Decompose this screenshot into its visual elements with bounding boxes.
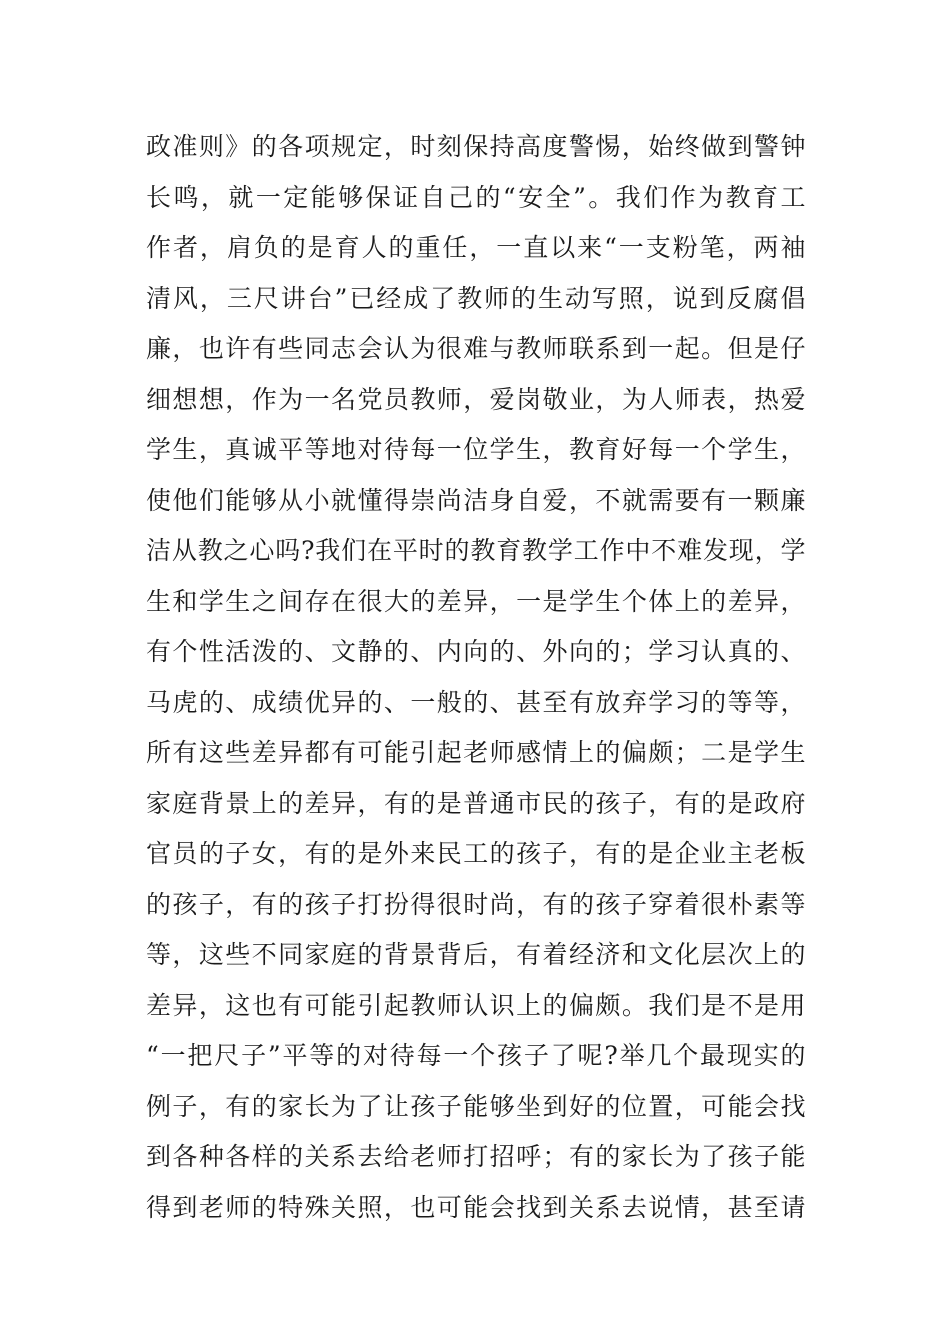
text-line: 马虎的、成绩优异的、一般的、甚至有放弃学习的等等， — [146, 687, 806, 717]
text-line: 清风，三尺讲台”已经成了教师的生动写照，说到反腐倡 — [146, 283, 806, 313]
text-line: 到各种各样的关系去给老师打招呼；有的家长为了孩子能 — [146, 1142, 806, 1171]
text-line: 例子，有的家长为了让孩子能够坐到好的位置，可能会找 — [146, 1091, 806, 1121]
body-paragraph — [146, 122, 806, 1233]
text-line: 生和学生之间存在很大的差异，一是学生个体上的差异， — [146, 586, 806, 616]
text-line: 官员的子女，有的是外来民工的孩子，有的是企业主老板 — [146, 839, 806, 868]
text-line: 使他们能够从小就懂得崇尚洁身自爱，不就需要有一颗廉 — [146, 485, 806, 515]
text-line: 政准则》的各项规定，时刻保持高度警惕，始终做到警钟 — [146, 132, 806, 161]
text-line: 差异，这也有可能引起教师认识上的偏颇。我们是不是用 — [146, 990, 806, 1020]
text-line: 洁从教之心吗?我们在平时的教育教学工作中不难发现，学 — [146, 536, 806, 565]
text-line: “一把尺子”平等的对待每一个孩子了呢?举几个最现实的 — [146, 1041, 806, 1070]
text-line: 长鸣，就一定能够保证自己的“安全”。我们作为教育工 — [146, 182, 806, 212]
text-line: 得到老师的特殊关照，也可能会找到关系去说情，甚至请 — [146, 1192, 806, 1222]
text-line: 学生，真诚平等地对待每一位学生，教育好每一个学生， — [146, 435, 806, 464]
text-line: 所有这些差异都有可能引起老师感情上的偏颇；二是学生 — [146, 738, 806, 767]
text-line: 廉，也许有些同志会认为很难与教师联系到一起。但是仔 — [146, 334, 806, 363]
text-line: 的孩子，有的孩子打扮得很时尚，有的孩子穿着很朴素等 — [146, 889, 806, 919]
text-line: 有个性活泼的、文静的、内向的、外向的；学习认真的、 — [146, 637, 806, 666]
text-line: 等，这些不同家庭的背景背后，有着经济和文化层次上的 — [146, 940, 806, 969]
text-line: 细想想，作为一名党员教师，爱岗敬业，为人师表，热爱 — [146, 384, 806, 414]
text-line: 家庭背景上的差异，有的是普通市民的孩子，有的是政府 — [146, 788, 806, 818]
text-line: 作者，肩负的是育人的重任，一直以来“一支粉笔，两袖 — [146, 233, 806, 262]
